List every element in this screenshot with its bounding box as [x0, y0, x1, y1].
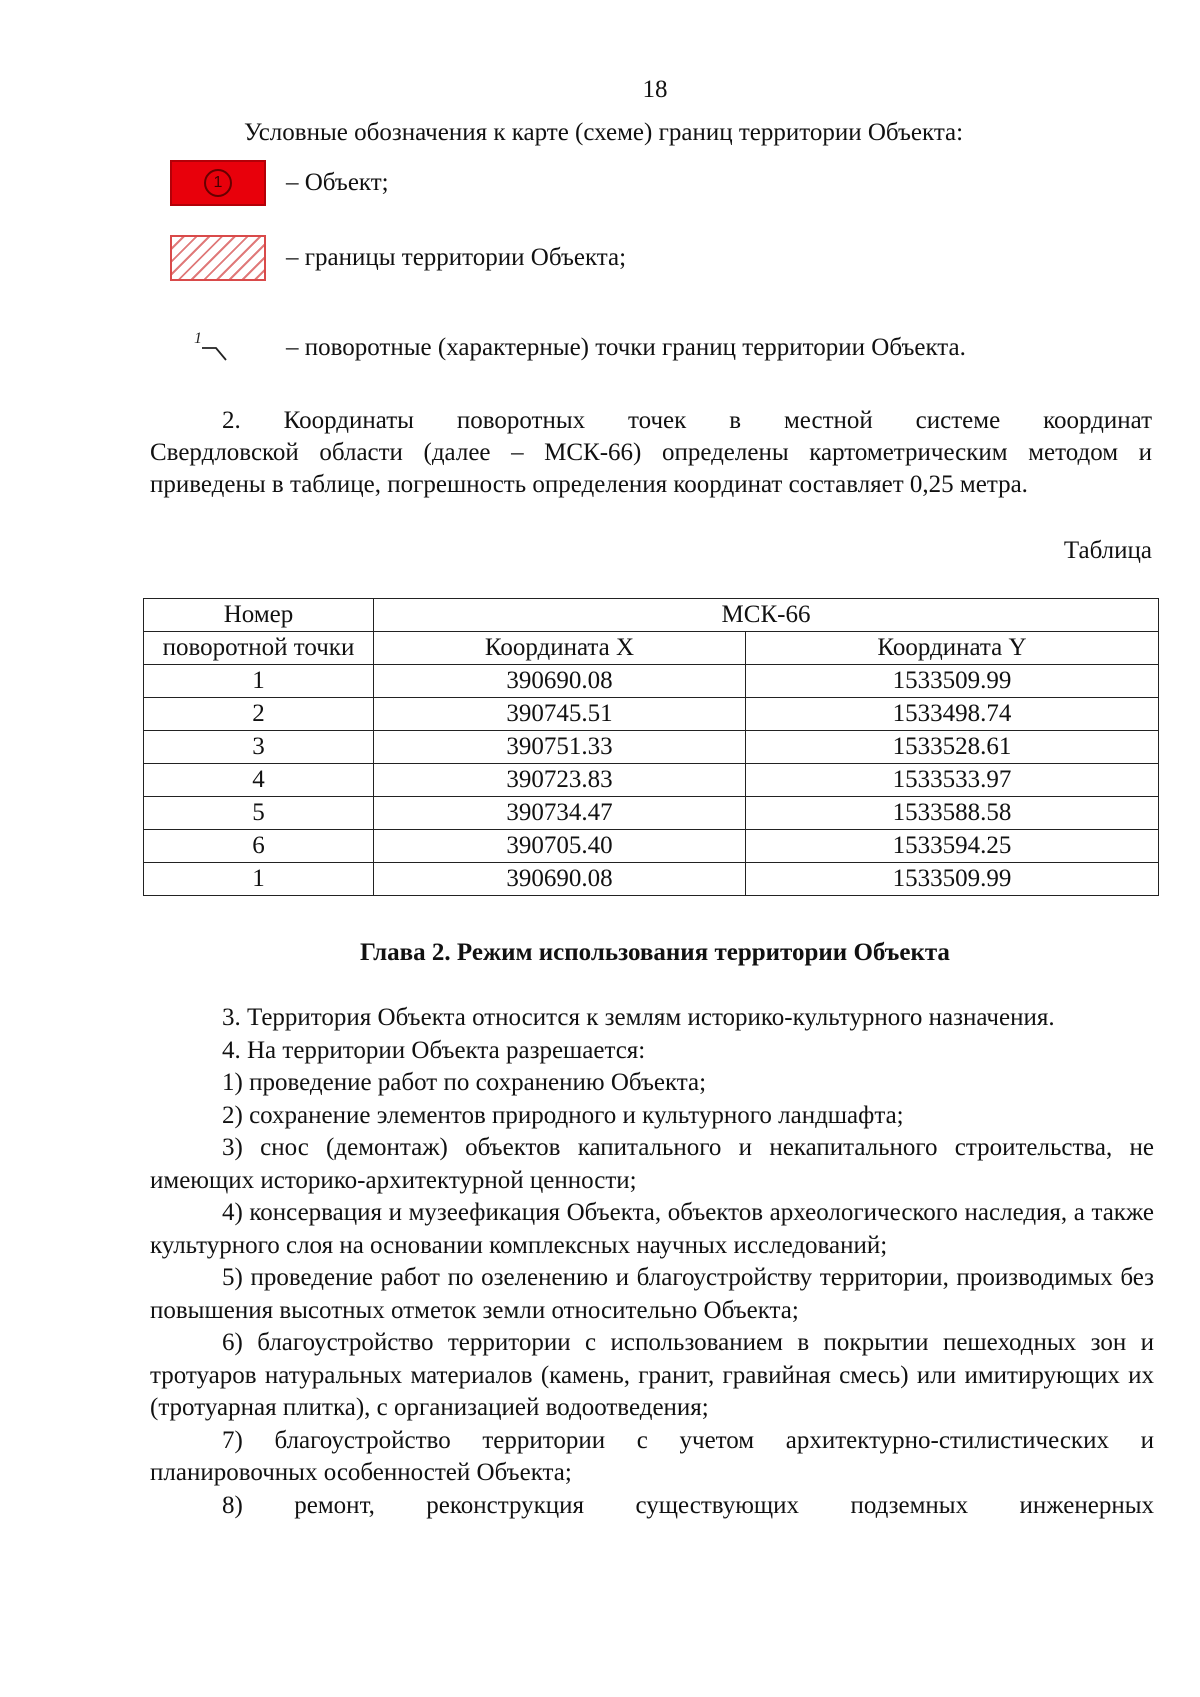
- cell-coordinate-y: 1533588.58: [746, 797, 1159, 830]
- chapter-paragraph: 5) проведение работ по озеленению и благоустройству территории, производимых без повышения высотных отметок земли относительно Объекта;: [150, 1264, 1154, 1324]
- coordinates-table: [143, 598, 1159, 896]
- cell-point-number: 3: [144, 731, 374, 764]
- paragraph-2-text: Свердловской области (далее – МСК-66) определены картометрическим методом и приведены в таблице, погрешность определения координат составляет 0,25 метра.: [150, 439, 1152, 498]
- cell-coordinate-y: 1533498.74: [746, 698, 1159, 731]
- chapter-paragraph: 2) сохранение элементов природного и культурного ландшафта;: [222, 1101, 904, 1129]
- cell-coordinate-x: 390690.08: [374, 863, 746, 896]
- legend-title: Условные обозначения к карте (схеме) границ территории Объекта:: [244, 119, 964, 146]
- header-coordinate-x: Координата X: [374, 632, 746, 665]
- table-row: [144, 863, 1159, 896]
- cell-coordinate-x: 390751.33: [374, 731, 746, 764]
- cell-point-number: 4: [144, 764, 374, 797]
- paragraph-2-line1: 2. Координаты поворотных точек в местной системе координат: [222, 407, 1152, 434]
- table-row: [144, 731, 1159, 764]
- chapter-paragraph: 7) благоустройство территории с учетом архитектурно-стилистических и планировочных особенностей Объекта;: [150, 1426, 1154, 1486]
- cell-coordinate-y: 1533509.99: [746, 665, 1159, 698]
- header-coordinate-y: Координата Y: [746, 632, 1159, 665]
- svg-text:1: 1: [194, 330, 202, 347]
- table-row: [144, 698, 1159, 731]
- cell-point-number: 6: [144, 830, 374, 863]
- cell-coordinate-x: 390690.08: [374, 665, 746, 698]
- cell-point-number: 2: [144, 698, 374, 731]
- table-row: [144, 665, 1159, 698]
- cell-coordinate-y: 1533509.99: [746, 863, 1159, 896]
- cell-coordinate-x: 390745.51: [374, 698, 746, 731]
- cell-point-number: 5: [144, 797, 374, 830]
- chapter-paragraph: 8) ремонт, реконструкция существующих подземных инженерных: [222, 1491, 1154, 1519]
- page-number: 18: [642, 76, 668, 103]
- chapter-paragraph: 4) консервация и музеефикация Объекта, объектов археологического наследия, а также культурного слоя на основании комплексных научных исследований;: [150, 1199, 1154, 1259]
- cell-coordinate-x: 390723.83: [374, 764, 746, 797]
- cell-coordinate-y: 1533528.61: [746, 731, 1159, 764]
- legend-item-label: – Объект;: [286, 169, 389, 196]
- cell-point-number: 1: [144, 863, 374, 896]
- header-point-number: Номер: [144, 599, 374, 632]
- header-point-number-2: поворотной точки: [144, 632, 374, 665]
- cell-coordinate-y: 1533533.97: [746, 764, 1159, 797]
- legend-item-object: [168, 158, 389, 208]
- cell-coordinate-x: 390734.47: [374, 797, 746, 830]
- legend-item-label: – границы территории Объекта;: [286, 244, 627, 271]
- chapter-paragraph: 6) благоустройство территории с использованием в покрытии пешеходных зон и тротуаров натуральных материалов (камень, гранит, гравийная смесь) или имитирующих их (тротуарная плитка), с организацией водоотведения;: [150, 1329, 1154, 1421]
- header-coordinate-system: МСК-66: [374, 599, 1159, 632]
- chapter-title: Глава 2. Режим использования территории Объекта: [360, 939, 950, 966]
- table-caption: Таблица: [1063, 537, 1152, 564]
- object-symbol-icon: 1: [168, 158, 268, 208]
- chapter-paragraph: 3. Территория Объекта относится к землям историко-культурного назначения.: [222, 1004, 1055, 1031]
- legend-item-boundary: [168, 233, 626, 283]
- chapter-paragraph: 1) проведение работ по сохранению Объекта;: [222, 1069, 707, 1096]
- legend-item-label: – поворотные (характерные) точки границ территории Объекта.: [286, 334, 966, 361]
- table-row: [144, 764, 1159, 797]
- cell-coordinate-y: 1533594.25: [746, 830, 1159, 863]
- table-row: [144, 830, 1159, 863]
- turning-point-icon: [168, 323, 268, 373]
- table-row: [144, 797, 1159, 830]
- cell-coordinate-x: 390705.40: [374, 830, 746, 863]
- chapter-paragraph: 4. На территории Объекта разрешается:: [222, 1036, 646, 1064]
- chapter-paragraph: 3) снос (демонтаж) объектов капитального и некапитального строительства, не имеющих историко-архитектурной ценности;: [150, 1134, 1154, 1194]
- cell-point-number: 1: [144, 665, 374, 698]
- hatched-boundary-icon: [168, 233, 268, 283]
- chapter-2-body: [150, 1002, 1154, 1522]
- legend-item-turning-point: [168, 323, 966, 373]
